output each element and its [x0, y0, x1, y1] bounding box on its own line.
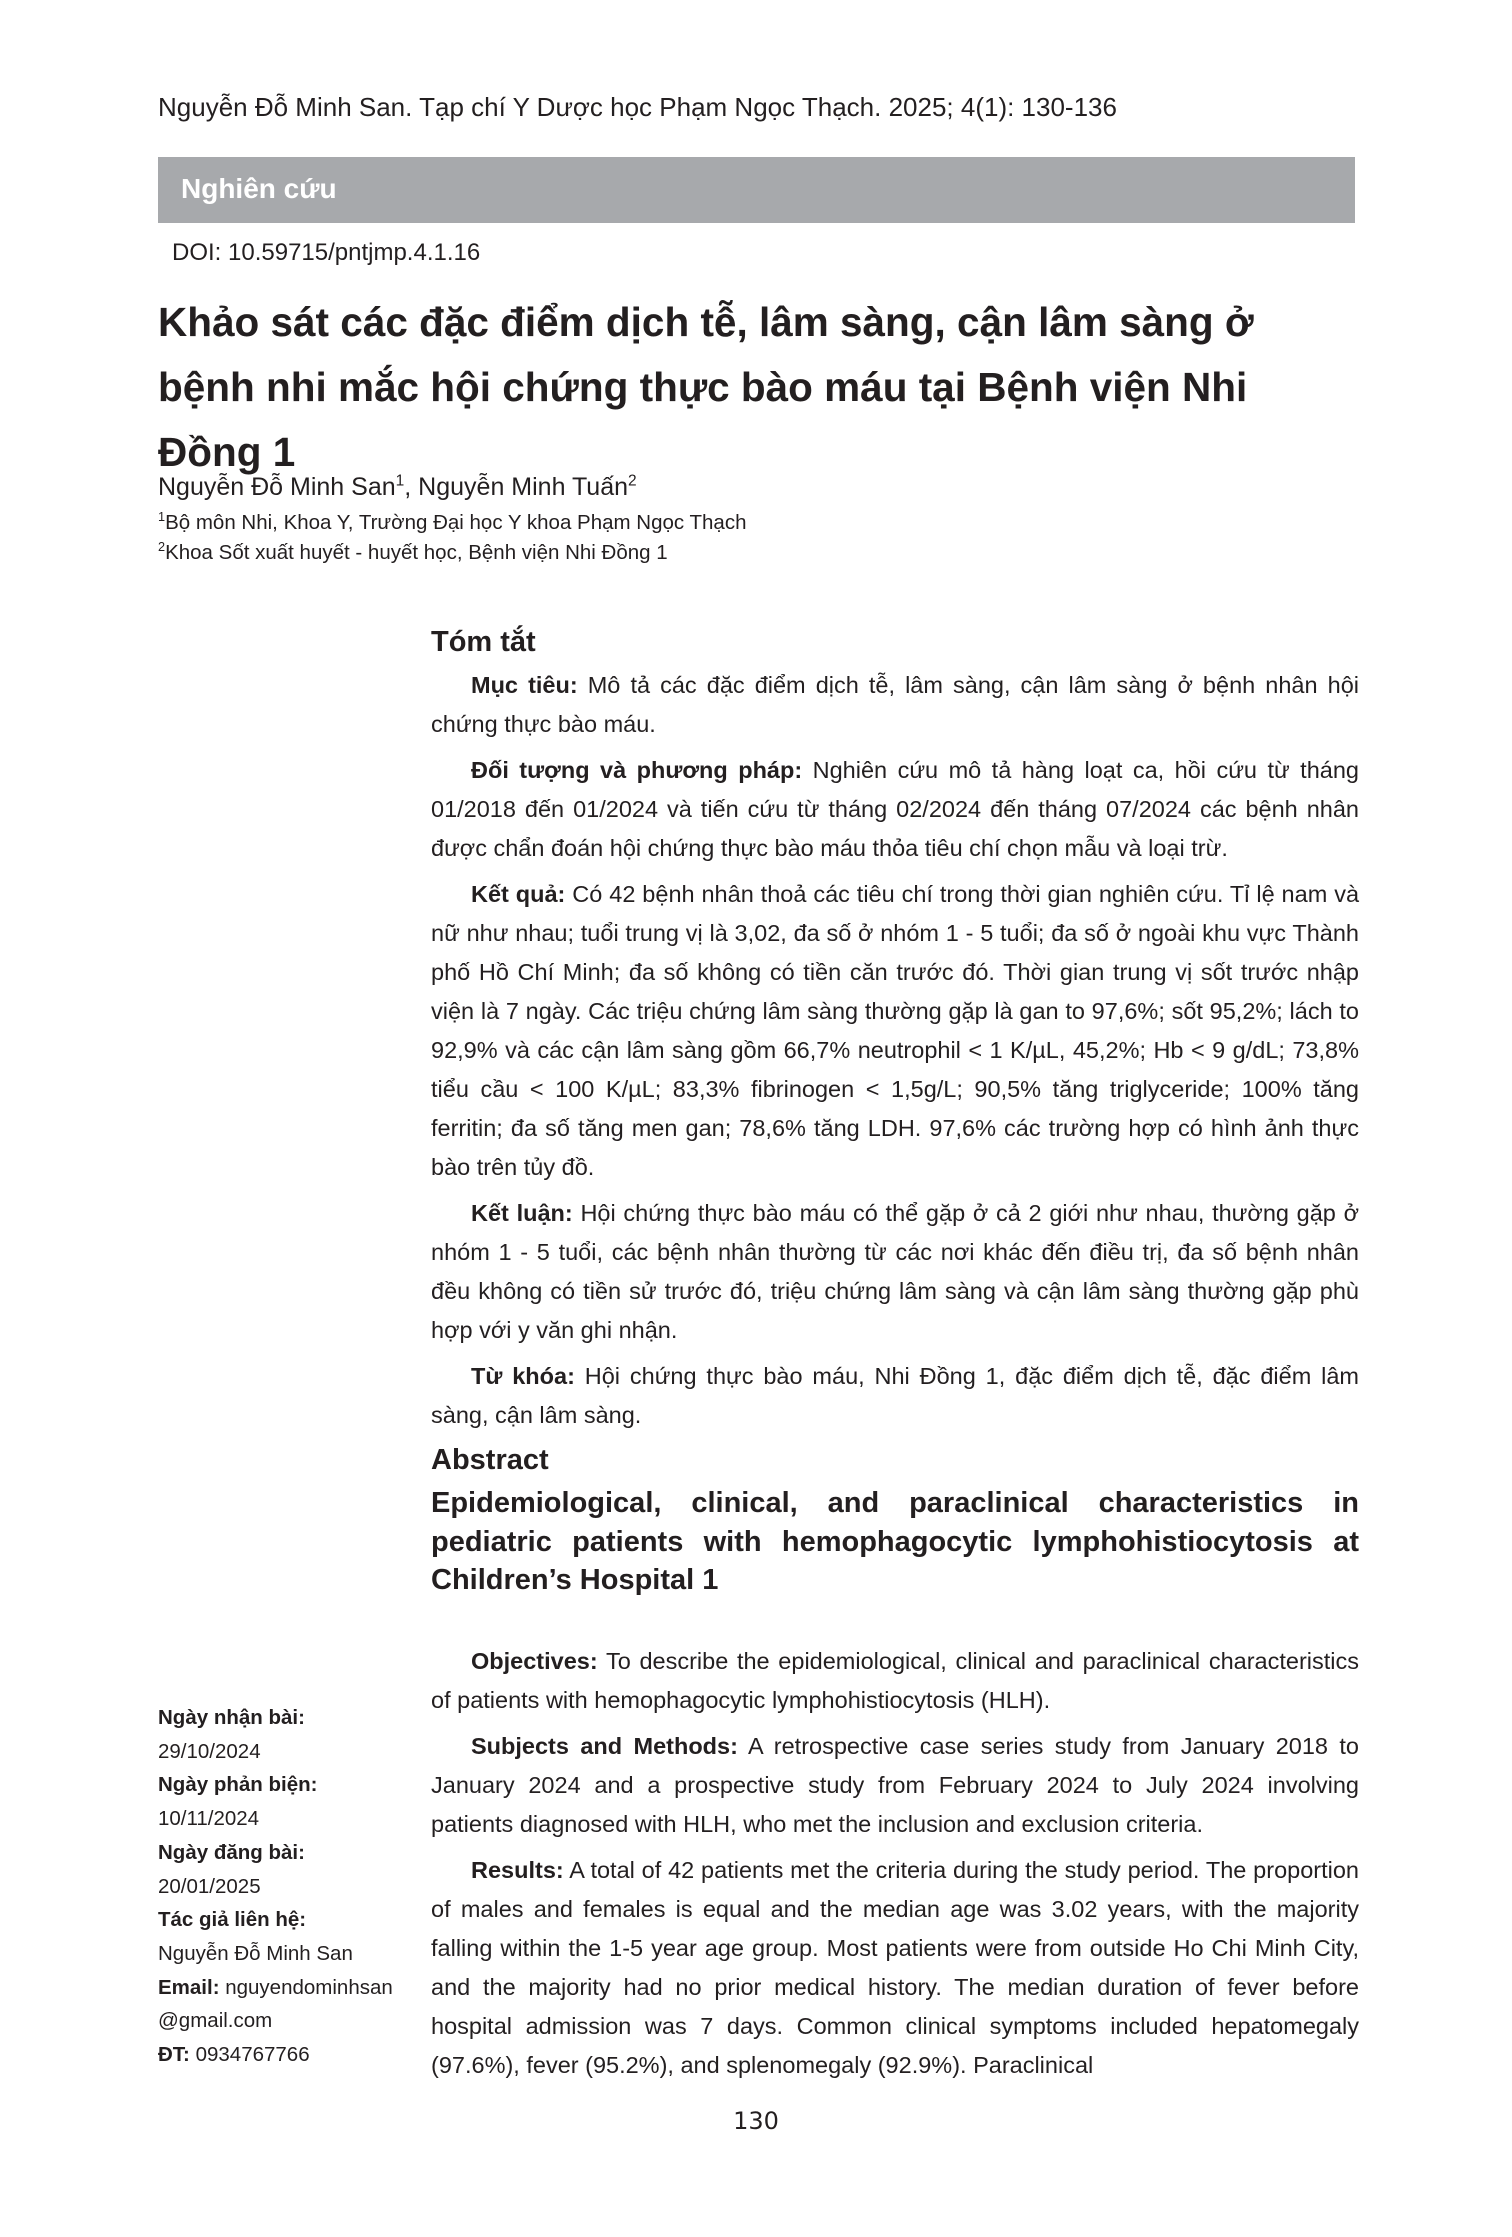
abstract-methods	[431, 1727, 1359, 1844]
published-label: Ngày đăng bài:	[158, 1840, 305, 1864]
summary-methods	[431, 751, 1359, 868]
summary-body	[431, 666, 1359, 1442]
article-info-sidebar	[158, 1701, 428, 2072]
summary-results	[431, 875, 1359, 1187]
paragraph-text: A retrospective case series study from January 2018 to January 2024 and a prospective study from February 2024 to July 2024 involving patients diagnosed with HLH, who met the inclusion and exclusion criteria.	[431, 1733, 1359, 1837]
summary-objective	[431, 666, 1359, 744]
paragraph-text: A total of 42 patients met the criteria during the study period. The proportion of males and females is equal and the median age was 3.02 years, with the majority falling within the 1-5 year age group. Most patients were from outside Ho Chi Minh City, and the majority had no prior medical history. The median duration of fever before hospital admission was 7 days. Common clinical symptoms included hepatomegaly (97.6%), fever (95.2%), and splenomegaly (92.9%). Paraclinical	[431, 1857, 1359, 2078]
author-separator: ,	[404, 473, 419, 501]
section-banner	[158, 157, 1355, 223]
received-date: 29/10/2024	[158, 1739, 261, 1763]
contact-label: Tác giả liên hệ:	[158, 1908, 307, 1932]
author-name: Nguyễn Minh Tuấn	[418, 473, 629, 501]
affiliation-text: Bộ môn Nhi, Khoa Y, Trường Đại học Y khoa Phạm Ngọc Thạch	[165, 511, 747, 534]
paragraph-text: Hội chứng thực bào máu, Nhi Đồng 1, đặc điểm dịch tễ, đặc điểm lâm sàng, cận lâm sàng.	[431, 1363, 1359, 1428]
abstract-objectives	[431, 1642, 1359, 1720]
affiliation-mark: 1	[158, 509, 166, 525]
received-label: Ngày nhận bài:	[158, 1706, 305, 1729]
paragraph-text: Có 42 bệnh nhân thoả các tiêu chí trong thời gian nghiên cứu. Tỉ lệ nam và nữ như nhau; tuổi trung vị là 3,02, đa số ở nhóm 1 - 5 tuổi; đa số ở ngoài khu vực Thành phố Hồ Chí Minh; đa số không có tiền căn trước đó. Thời gian trung vị sốt trước nhập viện là 7 ngày. Các triệu chứng lâm sàng thường gặp là gan to 97,6%; sốt 95,2%; lách to 92,9% và các cận lâm sàng gồm 66,7% neutrophil < 1 K/µL, 45,2%; Hb < 9 g/dL; 73,8% tiểu cầu < 100 K/µL; 83,3% fibrinogen < 1,5g/L; 90,5% tăng triglyceride; 100% tăng ferritin; đa số tăng men gan; 78,6% tăng LDH. 97,6% các trường hợp có hình ảnh thực bào trên tủy đồ.	[431, 881, 1360, 1180]
author-name: Nguyễn Đỗ Minh San	[158, 473, 396, 501]
email-label: Email:	[158, 1975, 220, 1999]
author-affiliation-mark: 1	[395, 472, 405, 490]
phone-line	[158, 2038, 428, 2072]
abstract-results	[431, 1851, 1359, 2085]
published-date: 20/01/2025	[158, 1874, 261, 1898]
affiliation-text: Khoa Sốt xuất huyết - huyết học, Bệnh viện Nhi Đồng 1	[165, 541, 668, 564]
email-line	[158, 1971, 428, 2005]
paragraph-label: Subjects and Methods:	[471, 1733, 738, 1759]
email-user: nguyendominhsan	[219, 1975, 393, 1999]
page-number: 130	[733, 2107, 779, 2135]
journal-citation: Nguyễn Đỗ Minh San. Tạp chí Y Dược học Phạm Ngọc Thạch. 2025; 4(1): 130-136	[158, 92, 1117, 122]
english-title: Epidemiological, clinical, and paraclinical characteristics in pediatric patients with hemophagocytic lymphohistiocytosis at Children’s Hospital 1	[431, 1487, 1359, 1596]
abstract-body	[431, 1642, 1359, 2092]
paragraph-label: Kết luận:	[471, 1200, 573, 1226]
doi: DOI: 10.59715/pntjmp.4.1.16	[172, 239, 481, 266]
paragraph-label: Kết quả:	[471, 881, 566, 907]
article-title: Khảo sát các đặc điểm dịch tễ, lâm sàng, cận lâm sàng ở bệnh nhi mắc hội chứng thực bào máu tại Bệnh viện Nhi Đồng 1	[158, 299, 1254, 475]
summary-keywords	[431, 1357, 1359, 1435]
summary-heading: Tóm tắt	[431, 626, 536, 658]
paragraph-label: Mục tiêu:	[471, 672, 578, 698]
affiliation-1	[158, 511, 746, 535]
phone-label: ĐT:	[158, 2043, 190, 2067]
reviewed-label: Ngày phản biện:	[158, 1773, 318, 1797]
summary-conclusion	[431, 1194, 1359, 1350]
paragraph-text: Nghiên cứu mô tả hàng loạt ca, hồi cứu từ tháng 01/2018 đến 01/2024 và tiến cứu từ tháng 02/2024 đến tháng 07/2024 các bệnh nhân được chẩn đoán hội chứng thực bào máu thỏa tiêu chí chọn mẫu và loại trừ.	[431, 757, 1359, 861]
affiliation-2	[158, 541, 668, 565]
paragraph-label: Từ khóa:	[471, 1363, 575, 1389]
phone-number: 0934767766	[189, 2043, 310, 2067]
reviewed-date: 10/11/2024	[158, 1807, 260, 1831]
paragraph-text: To describe the epidemiological, clinical and paraclinical characteristics of patients with hemophagocytic lymphohistiocytosis (HLH).	[431, 1648, 1359, 1713]
abstract-heading: Abstract	[431, 1444, 549, 1476]
section-label: Nghiên cứu	[181, 173, 337, 204]
paragraph-text: Hội chứng thực bào máu có thể gặp ở cả 2 giới như nhau, thường gặp ở nhóm 1 - 5 tuổi, các bệnh nhân thường từ các nơi khác đến điều trị, đa số bệnh nhân đều không có tiền sử trước đó, triệu chứng lâm sàng và cận lâm sàng thường gặp phù hợp với y văn ghi nhận.	[431, 1200, 1360, 1343]
paragraph-label: Đối tượng và phương pháp:	[471, 757, 803, 783]
authors	[158, 473, 637, 502]
contact-name: Nguyễn Đỗ Minh San	[158, 1941, 353, 1965]
author-affiliation-mark: 2	[628, 472, 637, 490]
affiliation-mark: 2	[158, 539, 166, 555]
paragraph-text: Mô tả các đặc điểm dịch tễ, lâm sàng, cận lâm sàng ở bệnh nhân hội chứng thực bào máu.	[431, 672, 1359, 737]
paragraph-label: Results:	[471, 1857, 564, 1883]
email-domain: @gmail.com	[158, 2009, 273, 2033]
paragraph-label: Objectives:	[471, 1648, 598, 1674]
